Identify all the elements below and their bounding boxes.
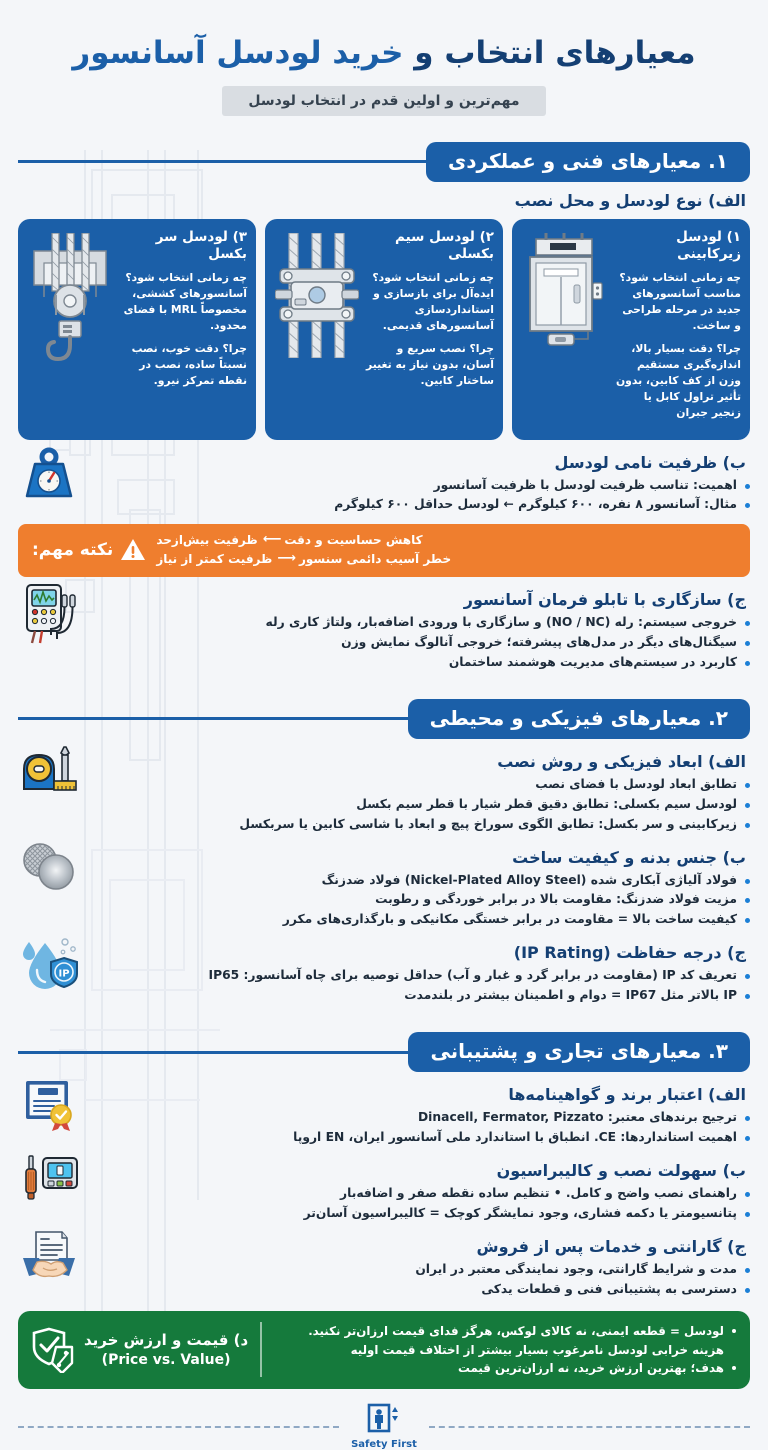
section-3-sub-a: الف) اعتبار برند و گواهینامه‌ها bbox=[508, 1085, 746, 1105]
note-row-1 bbox=[156, 531, 736, 550]
list-item: اهمیت استانداردها: CE. انطباق با استاندارد ملی آسانسور ایران، EN اروپا bbox=[90, 1128, 750, 1148]
tape-measure-wrench-icon bbox=[18, 743, 80, 801]
card-when: چه زمانی انتخاب شود؟ آسانسورهای کششی، مخصوصاً MRL با فضای محدود. bbox=[123, 270, 247, 332]
svg-text:IP: IP bbox=[58, 968, 70, 980]
list-item: تطابق ابعاد لودسل با فضای نصب bbox=[90, 775, 750, 795]
list-item: راهنمای نصب واضح و کامل. • تنظیم ساده نقطه صفر و اضافه‌بار bbox=[90, 1184, 750, 1204]
footer-rule-left bbox=[18, 1426, 339, 1428]
warranty-support-block bbox=[18, 1228, 750, 1300]
controller-device-icon bbox=[18, 581, 80, 645]
wire-rope-loadcell-icon bbox=[274, 229, 360, 428]
screwdriver-controller-icon bbox=[18, 1152, 80, 1204]
warning-triangle-icon bbox=[120, 537, 146, 563]
card-when: چه زمانی انتخاب شود؟ ایده‌آل برای بازسازی و استانداردسازی آسانسورهای قدیمی. bbox=[372, 270, 494, 332]
arrow-left-icon: ⟵ bbox=[262, 532, 280, 548]
section-3-rule bbox=[18, 1051, 410, 1054]
list-item: لودسل = قطعه ایمنی، نه کالای لوکس، هرگز فدای قیمت ارزان‌تر نکنید. bbox=[274, 1322, 736, 1340]
card-wire-rope bbox=[265, 219, 503, 440]
list-item: IP بالاتر مثل IP67 = دوام و اطمینان بیشتر در بلندمدت bbox=[90, 986, 750, 1006]
shield-price-tag-icon bbox=[32, 1327, 76, 1373]
footer bbox=[18, 1403, 750, 1450]
section-1-rule bbox=[18, 160, 428, 163]
installation-calibration-block bbox=[18, 1152, 750, 1224]
ip-rating-block bbox=[18, 934, 750, 1006]
controller-bullets bbox=[90, 613, 750, 673]
capacity-block bbox=[18, 444, 750, 516]
note-row-2-effect: خطر آسیب دائمی سنسور bbox=[298, 551, 452, 566]
dimensions-bullets bbox=[90, 775, 750, 835]
section-2-header bbox=[18, 699, 750, 739]
loadcell-type-cards bbox=[18, 219, 750, 440]
list-item: ترجیح برندهای معتبر: Dinacell, Fermator, Pizzato bbox=[90, 1108, 750, 1128]
note-row-2 bbox=[156, 550, 736, 569]
card-title: ۲) لودسل سیم بکسلی bbox=[395, 228, 494, 263]
footer-mark bbox=[351, 1403, 417, 1450]
capacity-bullets bbox=[90, 476, 750, 516]
section-3-pill: ۳. معیارهای تجاری و پشتیبانی bbox=[408, 1032, 750, 1072]
important-note-label: نکته مهم: bbox=[32, 540, 114, 561]
page-title-part-2: خرید لودسل آسانسور bbox=[72, 35, 404, 71]
note-row-2-cause: ظرفیت کمتر از نیاز bbox=[156, 551, 273, 566]
list-item: دسترسی به پشتیبانی فنی و قطعات یدکی bbox=[90, 1280, 750, 1300]
section-2-pill: ۲. معیارهای فیزیکی و محیطی bbox=[408, 699, 750, 739]
price-value-bullets bbox=[274, 1322, 736, 1377]
list-item: خروجی سیستم: رله (NO / NC) و سازگاری با ورودی اضافه‌بار، ولتاژ کاری رله bbox=[90, 613, 750, 633]
list-item: مدت و شرایط گارانتی، وجود نمایندگی معتبر در ایران bbox=[90, 1260, 750, 1280]
page-subtitle: مهم‌ترین و اولین قدم در انتخاب لودسل bbox=[222, 86, 545, 116]
arrow-right-icon: ⟶ bbox=[277, 551, 294, 567]
note-row-1-effect: کاهش حساسیت و دقت bbox=[284, 533, 423, 548]
weight-gauge-icon bbox=[18, 444, 80, 502]
page-title-part-1: معیارهای انتخاب و bbox=[403, 35, 696, 71]
divider bbox=[260, 1322, 262, 1377]
price-value-heading bbox=[32, 1327, 248, 1373]
section-1-sub-c: ج) سازگاری با تابلو فرمان آسانسور bbox=[463, 590, 746, 610]
footer-label: Safety First bbox=[351, 1439, 417, 1450]
list-item: پتانسیومتر یا دکمه فشاری، وجود نمایشگر کوچک = کالیبراسیون آسان‌تر bbox=[90, 1204, 750, 1224]
water-drop-ip-shield-icon bbox=[18, 934, 80, 990]
calibration-bullets bbox=[90, 1184, 750, 1224]
section-2-sub-c: ج) درجه حفاظت (IP Rating) bbox=[513, 943, 746, 963]
list-item: کیفیت ساخت بالا = مقاومت در برابر خستگی مکانیکی و بارگذاری‌های مکرر bbox=[90, 910, 750, 930]
list-item: کاربرد در سیستم‌های مدیریت هوشمند ساختمان bbox=[90, 653, 750, 673]
section-3-sub-c: ج) گارانتی و خدمات پس از فروش bbox=[476, 1236, 746, 1256]
brand-bullets bbox=[90, 1108, 750, 1148]
note-row-1-cause: ظرفیت بیش‌ازحد bbox=[156, 533, 258, 548]
material-bullets bbox=[90, 871, 750, 931]
important-note-label-group bbox=[32, 537, 146, 563]
header bbox=[18, 0, 750, 116]
section-1-sub-b: ب) ظرفیت نامی لودسل bbox=[554, 452, 746, 472]
card-when: چه زمانی انتخاب شود؟ مناسب آسانسورهای جدید در مرحله طراحی و ساخت. bbox=[619, 270, 741, 332]
list-item: لودسل سیم بکسلی: تطابق دقیق قطر شیار با قطر سیم بکسل bbox=[90, 795, 750, 815]
price-value-note: هزینه خرابی لودسل نامرغوب بسیار بیشتر از اختلاف قیمت اولیه bbox=[350, 1342, 724, 1357]
ip-rating-bullets bbox=[90, 966, 750, 1006]
section-2-sub-a: الف) ابعاد فیزیکی و روش نصب bbox=[497, 751, 746, 771]
list-item: سیگنال‌های دیگر در مدل‌های پیشرفته؛ خروجی آنالوگ نمایش وزن bbox=[90, 633, 750, 653]
rope-hook-pulley-icon bbox=[27, 229, 113, 428]
card-under-cabin bbox=[512, 219, 750, 440]
elevator-safety-icon bbox=[364, 1403, 404, 1433]
card-why: چرا؟ دقت بسیار بالا، اندازه‌گیری مستقیم وزن از کف کابین، بدون تأثیر تراول کابل یا زنجیر جبران bbox=[615, 341, 741, 419]
controller-compatibility-block bbox=[18, 581, 750, 673]
list-item: اهمیت: تناسب ظرفیت لودسل با ظرفیت آسانسور bbox=[90, 476, 750, 496]
important-note-lines bbox=[156, 531, 736, 569]
list-item: مزیت فولاد ضدزنگ: مقاومت بالا در برابر خوردگی و رطوبت bbox=[90, 890, 750, 910]
card-title: ۱) لودسل زیرکابینی bbox=[676, 228, 741, 263]
section-3-sub-b: ب) سهولت نصب و کالیبراسیون bbox=[496, 1160, 746, 1180]
physical-dimensions-block bbox=[18, 743, 750, 835]
material-quality-block bbox=[18, 839, 750, 931]
warranty-bullets bbox=[90, 1260, 750, 1300]
list-item: مثال: آسانسور ۸ نفره، ۶۰۰ کیلوگرم ← لودسل حداقل ۶۰۰ کیلوگرم bbox=[90, 495, 750, 515]
section-3-header bbox=[18, 1032, 750, 1072]
section-2-rule bbox=[18, 717, 410, 720]
list-item: هدف؛ بهترین ارزش خرید، نه ارزان‌ترین قیمت bbox=[274, 1359, 736, 1377]
price-value-box bbox=[18, 1311, 750, 1389]
certificate-badge-icon bbox=[18, 1076, 80, 1132]
section-2-sub-b: ب) جنس بدنه و کیفیت ساخت bbox=[512, 847, 746, 867]
important-note-banner bbox=[18, 524, 750, 577]
elevator-cabin-icon bbox=[521, 229, 607, 428]
section-1-sub-a: الف) نوع لودسل و محل نصب bbox=[514, 190, 746, 210]
document-handshake-icon bbox=[18, 1228, 80, 1282]
list-item: فولاد آلیاژی آبکاری شده (Nickel-Plated Alloy Steel) فولاد ضدزنگ bbox=[90, 871, 750, 891]
price-value-title-en: (Price vs. Value) bbox=[101, 1351, 231, 1368]
metal-discs-icon bbox=[18, 839, 80, 893]
page-title bbox=[18, 34, 750, 73]
card-rope-head bbox=[18, 219, 256, 440]
list-item: زیرکابینی و سر بکسل: تطابق الگوی سوراخ پیچ و ابعاد با شاسی کابین یا سربکسل bbox=[90, 815, 750, 835]
list-item: تعریف کد IP (مقاومت در برابر گرد و غبار و آب) حداقل توصیه برای چاه آسانسور: IP65 bbox=[90, 966, 750, 986]
brand-certificates-block bbox=[18, 1076, 750, 1148]
card-why: چرا؟ دقت خوب، نصب نسبتاً ساده، نصب در نقطه تمرکز نیرو. bbox=[131, 341, 247, 387]
footer-rule-right bbox=[429, 1426, 750, 1428]
section-1-pill: ۱. معیارهای فنی و عملکردی bbox=[426, 142, 750, 182]
section-1-header bbox=[18, 142, 750, 182]
card-why: چرا؟ نصب سریع و آسان، بدون نیاز به تغییر ساختار کابین. bbox=[366, 341, 494, 387]
price-value-title-fa: د) قیمت و ارزش خرید bbox=[84, 1331, 249, 1350]
card-title: ۳) لودسل سر بکسل bbox=[155, 228, 247, 263]
